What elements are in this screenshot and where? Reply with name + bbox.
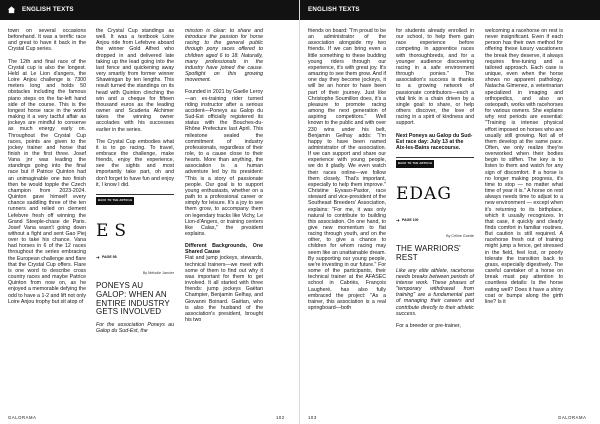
paragraph: the Crystal Cup standings as well. It was a textbook Loire Anjou ride from Lefebvre aboard the winner Gold Alfred who dropped in and delivered late taking up the lead going into the last fence and quickening away very smartly from former winner Shawinigan by ten lengths. This result turned the standings on its head with Quinton clinching the win and a cheque for fifteen thousand euros as the leading owner and Scuderia Alchimer takes the winning owner accolades with his successes earlier in the series. <box>96 28 174 133</box>
magazine-brand: GALORAMA <box>558 415 587 420</box>
magazine-brand: GALORAMA <box>8 415 37 420</box>
article-initial: EDAG <box>396 184 452 205</box>
section-title: ENGLISH TEXTS <box>308 6 360 13</box>
article-intro: Like any elite athlete, racehorse needs breaks between periods of intense work. These phases of "temporary withdrawal from training" are a fundamental part of managing their careers and contribute directly to their athletic success. <box>396 267 474 317</box>
article-intro-continued: mission is clear: to share and introduce the passion for horse racing to the general public through pony races offered to children aged 6 to 18. Naturally, many professionals in the industry have joined the cause. Spotlight on this growing movement. <box>185 28 263 84</box>
right-column-2 <box>396 28 474 335</box>
right-page-header <box>300 0 600 20</box>
byline: By Céline Guédé <box>446 234 474 239</box>
left-column-3 <box>185 28 263 329</box>
page-reference <box>396 217 474 223</box>
paragraph: welcoming a racehorse on rest is never insignificant. Even if each person has their own method for offering these luxury vacationers the break they deserve, it always requires fine-tuning and a tailored approach. Each case is unique, even when the horse shows no apparent pathology. Natacha Gimenez, a veterinarian specialized in imaging and orthopedics, and also an osteopath, works with racehorses for various owners. She explains why rest periods are essential: "Training is intense physical effort imposed on horses who are usually still growing. Not all of them develop at the same pace. Often, we only realize they're overworked when their bodies begin to stiffen. The key is to listen to them and watch for any sign of discomfort. If a horse is no longer making progress, it's time to stop — no matter what time of year it is." A horse on rest always needs time to adjust to a new environment — except when it's returning to its birthplace, which it usually recognizes. In that case, it quickly and clearly finds comfort in familiar routines. But caution is still required. A racehorse fresh out of training might jump a fence, get stressed in the field, feel lost, or poorly tolerate the transition back to grass, especially digestively. The careful caretaker of a horse on break must pay attention to countless details: Is the horse eating well? Does it have a shiny coat or bumps along the girth line? Is it <box>485 28 563 305</box>
article-intro: For the association Poneys au Galop du Sud-Est, the <box>96 321 174 334</box>
page-reference-label: PAGE 98 <box>102 255 117 260</box>
paragraph: The Crystal Cup embodies what it is to go racing. To travel, embrace the challenge, make friends, enjoy the experience, see the sights and most importantly take part, oh and don't forget to have fun and enjoy it, I know I did. <box>96 138 174 188</box>
byline: By Mélodie Janvier <box>142 271 174 276</box>
page-reference-label: PAGE 100 <box>402 218 419 223</box>
divider <box>396 157 474 158</box>
article-initial: ES <box>96 221 133 242</box>
left-page-header <box>0 0 300 20</box>
back-to-article-link[interactable]: BACK TO THE ARTICLE <box>96 197 134 205</box>
paragraph: town on several occasions beforehand. It was a terrific race and great to have it back in the Crystal Cup series. <box>8 28 86 53</box>
right-column-1 <box>308 28 386 317</box>
article-title: PONEYS AU GALOP: WHEN AN ENTIRE INDUSTRY GETS INVOLVED <box>96 281 170 317</box>
left-column-1 <box>8 28 86 311</box>
paragraph: for students already enrolled in our school, to help them gain race experience before competing in apprentice races with thoroughbreds, and for a younger audience discovering racing in a safe environment through ponies." The association's success is thanks to a growing network of passionate contributors—each a vital link in a chain driven by a single goal: to share, or help others discover, the love of racing in a spirit of kindness and support. <box>396 28 474 127</box>
page-reference <box>96 254 174 260</box>
article-title: THE WARRIORS' REST <box>396 244 461 263</box>
right-column-3 <box>485 28 563 311</box>
back-to-article-link[interactable]: BACK TO THE ARTICLE <box>396 160 434 168</box>
paragraph: friends on board: "I'm proud to be an administrator of the association alongside my two friends. If we can bring even a little something to these budding young riders through our experience, it's with great joy. It's amazing to see them grow. And if one day they become jockeys, it will be an honor to have been part of their journey. Just like Christophe Soumillon does, it's a pleasure to promote racing among the next generation of aspiring competitors." Well known to the public and with over 230 wins under his belt, Benjamin Gelhay adds: "I'm happy to have been named administrator of the association. If we can support and share our experience with young people, we do it gladly. We even watch their races online—we follow them closely. That's important, especially to help them improve." Christine Eyvaso-Pastor, race steward and vice-president of the Southeast Breeders' Association, explains: "For me, it was only natural to contribute to building this association. On one hand, to give new momentum to flat racing through youth, and on the other, to give a chance to children for whom racing may seem like an unattainable dream. By supporting our young people, we're investing in our future." For some of the participants, their technical trainer at the AFASEC school in Cabriès, François Laugheré, has also fully embraced the project: "As a trainer, this association is a real springboard—both <box>308 28 386 312</box>
home-icon[interactable] <box>7 5 16 14</box>
paragraph: The 12th and final race of the Crystal cup is also the longest. Held at Le Lion d'angers, the Loire Anjou challenge is 7300 meters long and holds 50 obstacles including the famous piano steps on the far-left hand side of the course. This is the longest horse race in the world making it a very tactful affair as jockeys are mindful to conserve as much energy early on. Throughout the Crystal Cup races, points are given to the jockey trainer and horse that finish in the first three. Josef Vana jnr was leading the standings going into the final race but if Patrice Quinton had an unimaginable one two finish then he would topple the Czech champion from 2023-2024. Quinton gave himself every chance saddling three of the ten runners and relied on clement Lefebvre fresh off winning the Grand Steeple-chase de Paris. Josef Vana wasn't going down without a fight and sent Gao Piej over to take his chance. Vana had horses in 6 of the 12 races throughout the series embracing the European challenge and flare that the Crystal Cup offers. Flare is one word to describe cross country races and maybe Patrice Quinton from now on, as he enjoyed a memorable defying the odd to have a 1-2 and lift not only Loire Anjou trophy but sit atop of <box>8 58 86 305</box>
subheading: Different Backgrounds, One Shared Cause <box>185 243 263 256</box>
section-title: ENGLISH TEXTS <box>22 6 74 13</box>
divider <box>96 194 174 195</box>
paragraph: Flat and jump jockeys, stewards, technical trainers—we meet with some of them to find out why it was important for them to get involved. It all started with three friends: jump jockeys Gaëtan Champier, Benjamin Gelhay, and Giovanni Boinard. Gaëtan, who is also the husband of the association's president, brought his two <box>185 255 263 324</box>
event-announcement: Next Poneys au Galop du Sud-Est race day: July 13 at the Aix-les-Bains racecourse. <box>396 132 473 151</box>
paragraph: For a breeder or pre-trainer, <box>396 322 461 329</box>
left-column-2 <box>96 28 174 340</box>
right-page <box>300 0 600 424</box>
arrow-right-icon <box>96 256 100 259</box>
page-number: 103 <box>308 415 317 420</box>
arrow-right-icon <box>396 219 400 222</box>
paragraph: Founded in 2021 by Gaelle Leroy—an ex-training rider turned riding instructor after a serious accident—Poneys au Galop du Sud-Est officially registered its status with the Bouches-du-Rhône Prefecture last April. This milestone sealed the commitment of industry professionals, regardless of their role, to a cause close to their hearts. More than anything, the association is a human adventure led by its president: "This is a story of passionate people. Our goal is to support young enthusiasts, whether on a path to a professional career or simply for leisure. It's a joy to see them grow, to accompany them on legendary tracks like Vichy, Le Lion-d'Angers, or training centers like Calas," the president explains. <box>185 89 263 237</box>
page-number: 102 <box>276 415 285 420</box>
